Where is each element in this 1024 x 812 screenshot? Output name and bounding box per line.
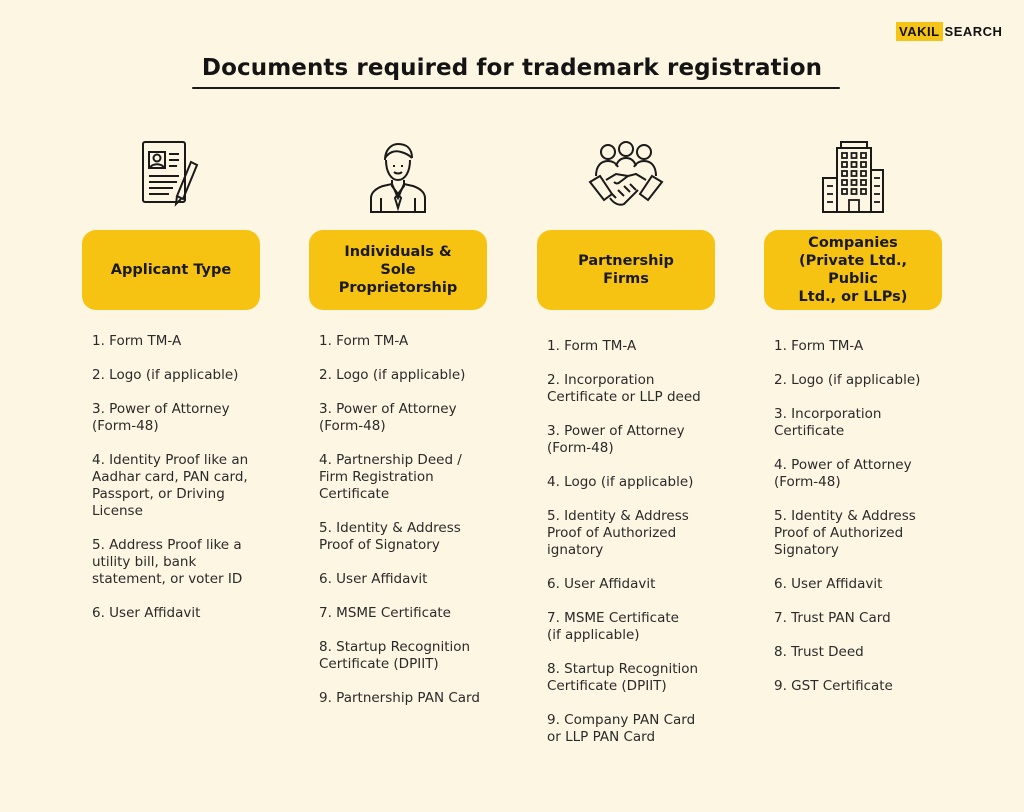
column-applicant-type <box>82 140 260 621</box>
handshake-team-icon <box>537 140 715 220</box>
list-item: 1. Form TM-A <box>774 338 864 354</box>
list-item: 5. Identity & Address Proof of Authorized Signatory <box>774 508 916 558</box>
document-list <box>774 338 954 712</box>
list-item: 3. Power of Attorney (Form-48) <box>547 423 685 456</box>
document-form-icon <box>82 140 260 220</box>
list-item: 1. Form TM-A <box>547 338 637 354</box>
list-item: 8. Trust Deed <box>774 644 864 660</box>
document-list <box>92 333 272 639</box>
heading-card: Applicant Type <box>82 230 260 310</box>
list-item: 3. Incorporation Certificate <box>774 406 882 439</box>
list-item: 9. GST Certificate <box>774 678 893 694</box>
document-list <box>319 333 499 724</box>
list-item: 5. Identity & Address Proof of Signatory <box>319 520 461 553</box>
list-item: 4. Identity Proof like an Aadhar card, PAN card, Passport, or Driving License <box>92 452 249 519</box>
office-building-icon <box>764 140 942 220</box>
list-item: 4. Power of Attorney (Form-48) <box>774 457 912 490</box>
logo-part-search: SEARCH <box>944 24 1003 39</box>
vakilsearch-logo <box>896 22 1004 41</box>
list-item: 2. Incorporation Certificate or LLP deed <box>547 372 701 405</box>
businessman-icon <box>309 140 487 220</box>
list-item: 3. Power of Attorney (Form-48) <box>319 401 457 434</box>
list-item: 7. MSME Certificate (if applicable) <box>547 610 679 643</box>
column-individuals <box>309 140 487 706</box>
list-item: 1. Form TM-A <box>92 333 182 349</box>
list-item: 6. User Affidavit <box>92 605 201 621</box>
list-item: 4. Partnership Deed / Firm Registration Certificate <box>319 452 462 502</box>
heading-card: Individuals & Sole Proprietorship <box>309 230 487 310</box>
list-item: 6. User Affidavit <box>774 576 883 592</box>
list-item: 3. Power of Attorney (Form-48) <box>92 401 230 434</box>
list-item: 4. Logo (if applicable) <box>547 474 694 490</box>
heading-card: Partnership Firms <box>537 230 715 310</box>
list-item: 5. Address Proof like a utility bill, bank statement, or voter ID <box>92 537 243 587</box>
list-item: 8. Startup Recognition Certificate (DPIIT) <box>547 661 699 694</box>
list-item: 2. Logo (if applicable) <box>774 372 921 388</box>
list-item: 2. Logo (if applicable) <box>319 367 466 383</box>
list-item: 1. Form TM-A <box>319 333 409 349</box>
column-partnership-firms <box>537 140 715 745</box>
document-list <box>547 338 727 763</box>
list-item: 7. MSME Certificate <box>319 605 451 621</box>
heading-card: Companies (Private Ltd., Public Ltd., or LLPs) <box>764 230 942 310</box>
page-title: Documents required for trademark registration <box>201 55 823 81</box>
logo-part-vakil: VAKIL <box>896 22 943 41</box>
list-item: 6. User Affidavit <box>547 576 656 592</box>
list-item: 8. Startup Recognition Certificate (DPIIT) <box>319 639 471 672</box>
list-item: 2. Logo (if applicable) <box>92 367 239 383</box>
title-underline <box>192 87 840 89</box>
list-item: 9. Partnership PAN Card <box>319 690 480 706</box>
list-item: 7. Trust PAN Card <box>774 610 891 626</box>
list-item: 5. Identity & Address Proof of Authorized ignatory <box>547 508 689 558</box>
list-item: 6. User Affidavit <box>319 571 428 587</box>
list-item: 9. Company PAN Card or LLP PAN Card <box>547 712 696 745</box>
column-companies <box>764 140 942 694</box>
